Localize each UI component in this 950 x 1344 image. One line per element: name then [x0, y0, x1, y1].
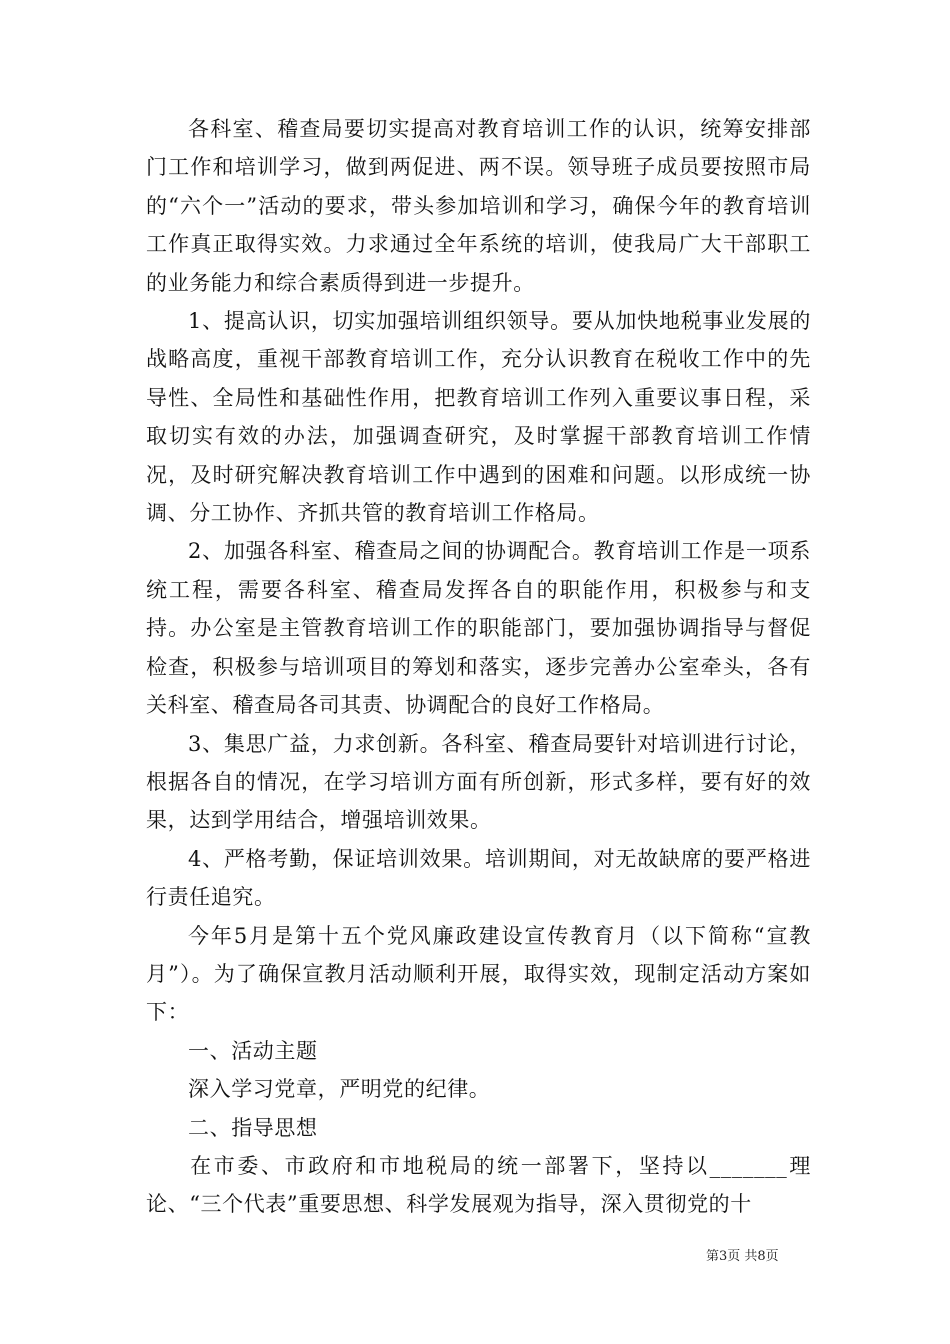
- paragraph: 3、集思广益，力求创新。各科室、稽查局要针对培训进行讨论，根据各自的情况，在学习培训方面有所创新，形式多样，要有好的效果，达到学用结合，增强培训效果。: [146, 731, 811, 833]
- paragraph: 1、提高认识，切实加强培训组织领导。要从加快地税事业发展的战略高度，重视干部教育培训工作，充分认识教育在税收工作中的先导性、全局性和基础性作用，把教育培训工作列入重要议事日程，采取切实有效的办法，加强调查研究，及时掌握干部教育培训工作情况，及时研究解决教育培训工作中遇到的困难和问题。以形成统一协调、分工协作、齐抓共管的教育培训工作格局。: [146, 309, 811, 526]
- section-heading: 一、活动主题: [188, 1038, 318, 1063]
- section-heading: 二、指导思想: [188, 1115, 318, 1140]
- document-body: [146, 110, 811, 1224]
- paragraph: 2、加强各科室、稽查局之间的协调配合。教育培训工作是一项系统工程，需要各科室、稽查局发挥各自的职能作用，积极参与和支持。办公室是主管教育培训工作的职能部门，要加强协调指导与督促检查，积极参与培训项目的筹划和落实，逐步完善办公室牵头，各有关科室、稽查局各司其责、协调配合的良好工作格局。: [146, 539, 811, 718]
- paragraph: 各科室、稽查局要切实提高对教育培训工作的认识，统筹安排部门工作和培训学习，做到两促进、两不误。领导班子成员要按照市局的“六个一”活动的要求，带头参加培训和学习，确保今年的教育培训工作真正取得实效。力求通过全年系统的培训，使我局广大干部职工的业务能力和综合素质得到进一步提升。: [146, 117, 811, 295]
- paragraph: 深入学习党章，严明党的纪律。: [188, 1077, 491, 1102]
- paragraph: 今年5月是第十五个党风廉政建设宣传教育月（以下简称“宣教月”）。为了确保宣教月活动顺利开展，取得实效，现制定活动方案如下：: [146, 923, 811, 1025]
- page-number-footer: 第3页 共8页: [706, 1249, 779, 1264]
- paragraph: 4、严格考勤，保证培训效果。培训期间，对无故缺席的要严格进行责任追究。: [146, 846, 811, 910]
- paragraph: 在市委、市政府和市地税局的统一部署下，坚持以_______理论、“三个代表”重要思想、科学发展观为指导，深入贯彻党的十: [146, 1153, 811, 1217]
